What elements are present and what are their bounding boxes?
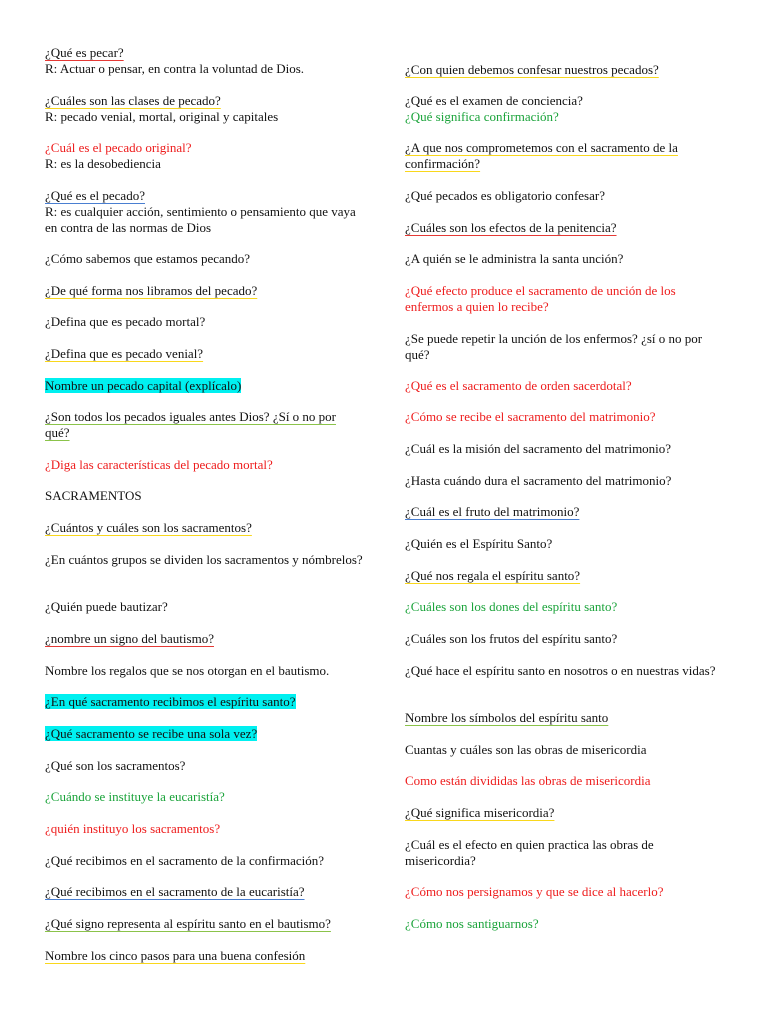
- section-heading-text: SACRAMENTOS: [45, 488, 142, 503]
- question-item: [45, 758, 363, 774]
- question-text: Nombre un pecado capital (explícalo): [45, 378, 242, 393]
- question-item: [45, 45, 363, 77]
- question-text: Nombre los regalos que se nos otorgan en el bautismo.: [45, 663, 330, 678]
- question-text: ¿En qué sacramento recibimos el espíritu santo?: [45, 694, 296, 709]
- question-item: [405, 441, 725, 457]
- question-text: ¿A que nos comprometemos con el sacramento de la confirmación?: [405, 140, 678, 171]
- question-item: [45, 314, 363, 330]
- question-text: ¿Qué sacramento se recibe una sola vez?: [45, 726, 258, 741]
- question-text: ¿Qué hace el espíritu santo en nosotros o en nuestras vidas?: [405, 663, 716, 678]
- question-text: ¿Hasta cuándo dura el sacramento del matrimonio?: [405, 473, 672, 488]
- question-text: ¿Cuáles son las clases de pecado?: [45, 93, 221, 108]
- question-text: ¿Se puede repetir la unción de los enfermos? ¿sí o no por qué?: [405, 331, 703, 362]
- question-text: Nombre los cinco pasos para una buena confesión: [45, 948, 306, 963]
- question-item: [45, 457, 363, 473]
- question-text: ¿Qué recibimos en el sacramento de la confirmación?: [45, 853, 325, 868]
- question-text: ¿Qué signo representa al espíritu santo en el bautismo?: [45, 916, 331, 931]
- question-text: ¿De qué forma nos libramos del pecado?: [45, 283, 258, 298]
- question-text: ¿nombre un signo del bautismo?: [45, 631, 214, 646]
- question-item: [405, 251, 725, 267]
- question-text: ¿Cómo nos santiguarnos?: [405, 916, 539, 931]
- answer-text: R: pecado venial, mortal, original y capitales: [45, 109, 279, 124]
- question-text: ¿Qué significa misericordia?: [405, 805, 555, 820]
- question-item: [45, 346, 363, 362]
- question-text: ¿Qué significa confirmación?: [405, 109, 559, 124]
- question-text: ¿Cuáles son los dones del espíritu santo?: [405, 599, 618, 614]
- question-text: ¿Cuál es la misión del sacramento del matrimonio?: [405, 441, 672, 456]
- answer-text: R: es la desobediencia: [45, 156, 161, 171]
- question-text: ¿Cuál es el efecto en quien practica las obras de misericordia?: [405, 837, 654, 868]
- question-text: ¿Cómo se recibe el sacramento del matrimonio?: [405, 409, 656, 424]
- question-text: ¿Qué es el pecado?: [45, 188, 145, 203]
- question-item: [405, 536, 725, 552]
- question-item: [45, 948, 363, 964]
- question-item: [405, 884, 725, 900]
- question-text: Cuantas y cuáles son las obras de misericordia: [405, 742, 647, 757]
- question-item: [45, 631, 363, 647]
- question-text: ¿Qué pecados es obligatorio confesar?: [405, 188, 605, 203]
- question-item: [45, 789, 363, 805]
- question-item: [45, 853, 363, 869]
- question-item: [45, 93, 363, 125]
- question-item: [405, 805, 725, 821]
- question-text: ¿Cuáles son los efectos de la penitencia?: [405, 220, 617, 235]
- answer-text: R: Actuar o pensar, en contra la voluntad de Dios.: [45, 61, 305, 76]
- question-item: [405, 378, 725, 394]
- question-text: ¿Defina que es pecado mortal?: [45, 314, 206, 329]
- question-item: [45, 520, 363, 536]
- question-item: [405, 504, 725, 520]
- question-item: [405, 188, 725, 204]
- question-text: ¿En cuántos grupos se dividen los sacramentos y nómbrelos?: [45, 552, 363, 567]
- question-item: [405, 710, 725, 726]
- question-item: [405, 568, 725, 584]
- question-item: [45, 599, 363, 615]
- question-item: [45, 916, 363, 932]
- question-text: Nombre los símbolos del espíritu santo: [405, 710, 609, 725]
- question-item: [405, 140, 725, 172]
- question-text: ¿quién instituyo los sacramentos?: [45, 821, 221, 836]
- question-text: ¿A quién se le administra la santa unción?: [405, 251, 624, 266]
- question-text: ¿Cuándo se instituye la eucaristía?: [45, 789, 225, 804]
- question-item: [45, 378, 363, 394]
- question-item: [405, 93, 725, 109]
- question-text: ¿Qué es el sacramento de orden sacerdotal?: [405, 378, 632, 393]
- question-text: ¿Qué efecto produce el sacramento de unción de los enfermos a quien lo recibe?: [405, 283, 676, 314]
- question-text: ¿Son todos los pecados iguales antes Dios? ¿Sí o no por qué?: [45, 409, 337, 440]
- question-item: [405, 916, 725, 932]
- question-text: ¿Qué es el examen de conciencia?: [405, 93, 583, 108]
- question-item: [405, 220, 725, 236]
- question-item: [45, 409, 363, 441]
- question-item: [45, 694, 363, 710]
- question-text: ¿Cuál es el fruto del matrimonio?: [405, 504, 580, 519]
- question-item: [45, 726, 363, 742]
- question-item: [45, 188, 363, 236]
- question-text: ¿Qué son los sacramentos?: [45, 758, 186, 773]
- question-text: ¿Cuántos y cuáles son los sacramentos?: [45, 520, 252, 535]
- question-item: [45, 283, 363, 299]
- answer-text: R: es cualquier acción, sentimiento o pensamiento que vaya en contra de las normas de Dios: [45, 204, 356, 235]
- question-item: [405, 62, 725, 78]
- question-text: ¿Cuáles son los frutos del espíritu santo?: [405, 631, 618, 646]
- question-text: ¿Con quien debemos confesar nuestros pecados?: [405, 62, 659, 77]
- question-item: [405, 742, 725, 758]
- question-text: ¿Defina que es pecado venial?: [45, 346, 204, 361]
- question-text: ¿Diga las características del pecado mortal?: [45, 457, 273, 472]
- question-item: [45, 552, 363, 568]
- question-item: [405, 331, 725, 363]
- question-item: [405, 599, 725, 615]
- question-text: ¿Qué recibimos en el sacramento de la eucaristía?: [45, 884, 305, 899]
- question-item: [45, 251, 363, 267]
- question-item: [45, 663, 363, 679]
- question-item: [405, 837, 725, 869]
- question-item: [405, 409, 725, 425]
- question-text: ¿Cómo sabemos que estamos pecando?: [45, 251, 251, 266]
- question-text: ¿Qué nos regala el espíritu santo?: [405, 568, 581, 583]
- question-text: ¿Qué es pecar?: [45, 45, 124, 60]
- question-item: [405, 109, 725, 125]
- question-text: ¿Cuál es el pecado original?: [45, 140, 192, 155]
- question-item: [405, 631, 725, 647]
- section-heading: [45, 488, 363, 504]
- question-item: [45, 884, 363, 900]
- question-text: ¿Cómo nos persignamos y que se dice al hacerlo?: [405, 884, 664, 899]
- question-text: ¿Quién puede bautizar?: [45, 599, 168, 614]
- question-item: [405, 773, 725, 789]
- question-item: [405, 663, 725, 679]
- question-text: ¿Quién es el Espíritu Santo?: [405, 536, 553, 551]
- question-item: [45, 140, 363, 172]
- question-item: [45, 821, 363, 837]
- question-item: [405, 283, 725, 315]
- question-text: Como están divididas las obras de misericordia: [405, 773, 651, 788]
- question-item: [405, 473, 725, 489]
